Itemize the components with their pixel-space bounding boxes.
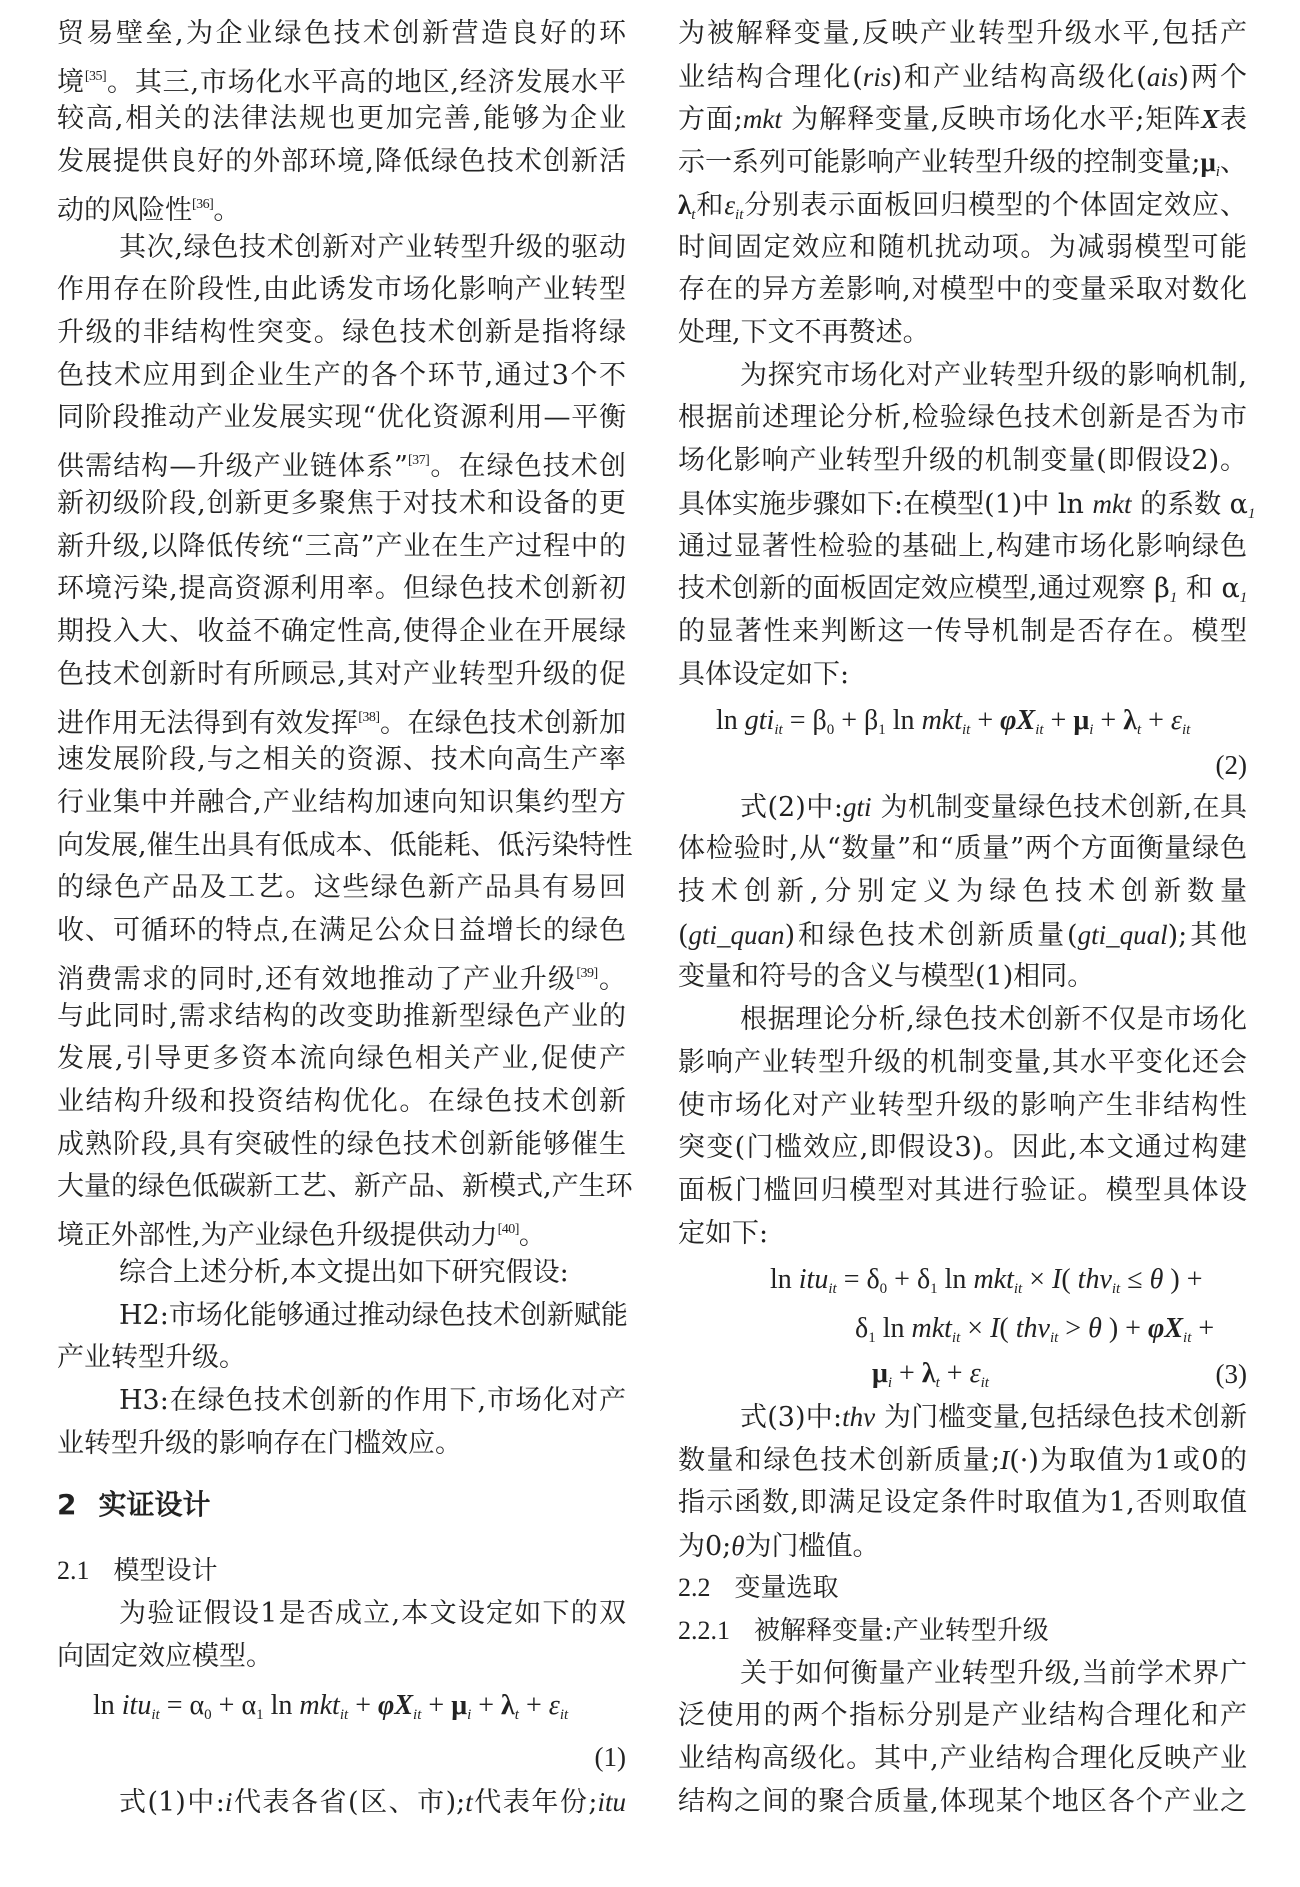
text-run: + α [211, 1689, 257, 1721]
text-line: 技术创新,分别定义为绿色技术创新数量 [678, 875, 1247, 907]
subsection-heading [57, 1550, 626, 1593]
text-run: 。其三,市场化水平高的地区,经济发展水平 [106, 66, 627, 98]
subsubsection-number: 2.2.1 [678, 1616, 730, 1645]
subscript: 1 [256, 1706, 264, 1723]
text-run: + [471, 1689, 502, 1721]
text-line: 色技术创新时有所顾忌,其对产业转型升级的促 [57, 658, 626, 690]
text-line [57, 1781, 626, 1824]
text-run: 为0; [678, 1530, 732, 1562]
text-line [678, 141, 1247, 184]
text-run: ≤ [1120, 1264, 1150, 1296]
text-line: 面板门槛回归模型对其进行验证。模型具体设 [678, 1174, 1247, 1206]
italic-symbol: I [1052, 1264, 1062, 1296]
text-run: )和绿色技术创新质量( [784, 919, 1078, 951]
text-run: + δ [887, 1264, 931, 1296]
italic-symbol: gti_qual [1077, 919, 1168, 950]
text-line [872, 1352, 1247, 1405]
subscript: it [1013, 1281, 1023, 1298]
text-line: 作用存在阶段性,由此诱发市场化影响产业转型 [57, 274, 626, 306]
text-line: 泛使用的两个指标分别是产业结构合理化和产 [678, 1700, 1247, 1732]
equation-3-line-1 [678, 1255, 1247, 1305]
text-run: + [421, 1689, 452, 1721]
subscript: 1 [1169, 590, 1178, 607]
text-line: 发展提供良好的外部环境,降低绿色技术创新活 [57, 146, 626, 178]
subscript: it [962, 721, 971, 738]
text-line: 较高,相关的法律法规也更加完善,能够为企业 [57, 103, 626, 135]
text-line: 综合上述分析,本文提出如下研究假设: [119, 1256, 569, 1288]
text-run: 数量和绿色技术创新质量; [678, 1445, 1001, 1477]
equation-number: (1) [594, 1741, 626, 1772]
text-run: + [1043, 704, 1074, 736]
text-line [678, 184, 1247, 227]
text-run: ln [93, 1689, 122, 1721]
subscript: it [1181, 721, 1191, 738]
bold-italic-symbol: φX [1147, 1313, 1184, 1345]
paragraph [678, 786, 1247, 1000]
italic-symbol: ε [724, 189, 736, 220]
left-column [57, 13, 633, 1823]
text-line: 为被解释变量,反映产业转型升级水平,包括产 [678, 18, 1247, 49]
subscript: it [735, 206, 744, 223]
subscript: it [980, 1375, 989, 1392]
bold-symbol: μ [451, 1689, 468, 1721]
text-line [57, 184, 626, 227]
text-run: 境 [57, 66, 85, 98]
text-line: 速发展阶段,与之相关的资源、技术向高生产率 [57, 744, 626, 776]
text-line [716, 697, 1247, 754]
text-run: 动的风险性 [57, 194, 192, 226]
italic-symbol: thv [842, 1402, 876, 1433]
bold-italic-symbol: φX [1000, 704, 1036, 736]
text-line: 色技术应用到企业生产的各个环节,通过3个不 [57, 359, 626, 391]
subscript: it [951, 1330, 961, 1347]
text-line: 使市场化对产业转型升级的影响产生非结构性 [678, 1089, 1247, 1121]
subscript: 1 [868, 1330, 876, 1347]
italic-symbol: thv [1015, 1313, 1050, 1345]
text-line: 新初级阶段,创新更多聚焦于对技术和设备的更 [57, 487, 626, 519]
text-run: ( [1061, 1264, 1078, 1296]
subsection-title: 变量选取 [734, 1573, 839, 1604]
text-run: 表 [1219, 104, 1247, 136]
italic-symbol: I [990, 1313, 1000, 1345]
text-line: 指示函数,即满足设定条件时取值为1,否则取值 [678, 1486, 1247, 1518]
text-run: = δ [836, 1264, 880, 1296]
citation-superscript: [35] [84, 68, 107, 84]
text-run: ln [885, 704, 922, 736]
subsection-title: 模型设计 [113, 1556, 218, 1587]
text-run: ( [999, 1313, 1016, 1345]
text-run: 供需结构—升级产业链体系” [57, 451, 408, 483]
text-line [678, 483, 1256, 526]
bold-symbol: λ [678, 189, 692, 220]
text-run: ln [770, 1264, 799, 1296]
subscript: 1 [878, 721, 886, 738]
italic-symbol: mkt [299, 1689, 340, 1721]
text-run: 境正外部性,为产业绿色升级提供动力 [57, 1220, 498, 1252]
bold-symbol: μ [1200, 147, 1216, 178]
text-line: 期投入大、收益不确定性高,使得企业在开展绿 [57, 616, 626, 648]
italic-symbol: ε [548, 1689, 560, 1721]
text-line [678, 568, 1247, 611]
citation-superscript: [38] [358, 709, 380, 725]
equation-number: (3) [1215, 1359, 1247, 1390]
text-run: 业结构合理化( [678, 61, 863, 93]
text-line: 突变(门槛效应,即假设3)。因此,本文通过构建 [678, 1132, 1247, 1164]
italic-symbol: itu [597, 1786, 626, 1817]
subscript: it [1049, 1330, 1059, 1347]
text-line [93, 1679, 626, 1742]
text-line: 其次,绿色技术创新对产业转型升级的驱动 [119, 231, 626, 263]
text-line: 行业集中并融合,产业结构加速向知识集约型方 [57, 786, 626, 818]
italic-symbol: θ [1149, 1264, 1164, 1296]
subsection-number: 2.1 [57, 1556, 90, 1586]
text-line [57, 56, 626, 99]
text-line: 业结构升级和投资结构优化。在绿色技术创新 [57, 1085, 626, 1117]
text-line: 环境污染,提高资源利用率。但绿色技术创新初 [57, 573, 626, 605]
text-run: 。 [518, 1220, 546, 1252]
citation-superscript: [39] [576, 965, 598, 981]
equation-2 [678, 697, 1247, 745]
text-run: δ [855, 1313, 869, 1345]
italic-symbol: gti_quan [688, 919, 785, 950]
subscript: it [1183, 1330, 1192, 1347]
section-title: 实证设计 [98, 1488, 211, 1522]
subscript: it [151, 1706, 160, 1723]
subscript: it [774, 721, 783, 738]
italic-symbol: gti [842, 791, 872, 822]
text-line: 的显著性来判断这一传导机制是否存在。模型 [678, 616, 1247, 648]
text-run: 方面; [678, 104, 743, 136]
equation-3-line-2 [678, 1305, 1247, 1352]
text-run: + [348, 1689, 378, 1721]
text-line: 影响产业转型升级的机制变量,其水平变化还会 [678, 1046, 1247, 1078]
section-number: 2 [57, 1488, 77, 1522]
text-run: 为解释变量,反映市场化水平;矩阵 [781, 104, 1202, 136]
subscript: 1 [1239, 590, 1248, 607]
text-run: × [1022, 1264, 1053, 1296]
citation-superscript: [40] [497, 1222, 519, 1238]
text-run: 分别表示面板回归模型的个体固定效应、 [743, 189, 1248, 221]
text-line [57, 440, 626, 483]
text-line [678, 98, 1247, 141]
text-run: + [1141, 704, 1171, 736]
subscript: it [828, 1281, 837, 1298]
text-run: 式(2)中: [740, 791, 843, 823]
italic-symbol: mkt [1092, 488, 1132, 519]
italic-symbol: θ [731, 1530, 745, 1561]
equation-1 [57, 1679, 626, 1733]
text-line [57, 953, 626, 996]
italic-symbol: itu [798, 1264, 829, 1296]
italic-symbol: gti [744, 704, 775, 736]
text-run: + [970, 704, 1001, 736]
subscript: 0 [879, 1281, 888, 1298]
text-run: = β [782, 704, 827, 736]
text-line [678, 56, 1247, 99]
subscript: t [935, 1375, 940, 1392]
paragraph [678, 1396, 1247, 1567]
subscript: t [1136, 721, 1142, 738]
text-line: 同阶段推动产业发展实现“优化资源利用—平衡 [57, 402, 626, 434]
subscript: i [1089, 721, 1094, 738]
text-line [57, 1209, 626, 1252]
text-run: ln [716, 704, 745, 736]
subscript: it [559, 1706, 569, 1723]
italic-symbol: ris [862, 61, 892, 92]
subsection-heading [678, 1567, 1247, 1610]
equation-3-line-3-row [678, 1352, 1247, 1396]
text-run: 为机制变量绿色技术创新,在具 [871, 791, 1248, 823]
text-line: 向固定效应模型。 [57, 1640, 273, 1672]
paragraph [57, 227, 633, 1252]
text-line: 产业转型升级。 [57, 1342, 246, 1374]
text-line: 体检验时,从“数量”和“质量”两个方面衡量绿色 [678, 833, 1247, 865]
italic-symbol: mkt [973, 1264, 1014, 1296]
paragraph [57, 13, 626, 227]
subscript: it [1111, 1281, 1121, 1298]
text-line: 变量和符号的含义与模型(1)相同。 [678, 961, 1095, 993]
subsection-number: 2.2 [678, 1573, 711, 1603]
text-line: 向发展,催生出具有低成本、低能耗、低污染特性 [57, 829, 633, 861]
citation-superscript: [37] [407, 453, 430, 469]
text-line: 与此同时,需求结构的改变助推新型绿色产业的 [57, 1000, 626, 1032]
text-run: 技术创新的面板固定效应模型,通过观察 β [678, 573, 1170, 605]
text-line [678, 786, 1247, 829]
text-run: > [1058, 1313, 1089, 1345]
text-run: ln [937, 1264, 974, 1296]
hypothesis-h3 [57, 1380, 626, 1465]
text-line: 根据理论分析,绿色技术创新不仅是市场化 [740, 1004, 1247, 1036]
paragraph [57, 1781, 626, 1824]
paragraph [678, 1653, 1247, 1824]
subscript: i [1215, 164, 1220, 181]
text-line: 结构之间的聚合质量,体现某个地区各个产业之 [678, 1785, 1247, 1817]
text-run: 的系数 α [1131, 488, 1248, 520]
citation-superscript: [36] [192, 196, 214, 212]
italic-symbol: t [465, 1786, 473, 1817]
italic-symbol: mkt [911, 1313, 952, 1345]
bold-symbol: μ [1073, 704, 1090, 736]
subscript: 1 [1247, 505, 1256, 522]
text-run: 消费需求的同时,还有效地推动了产业升级 [57, 963, 577, 995]
hypothesis-h2 [57, 1295, 626, 1380]
text-run: 和 [695, 189, 725, 221]
text-line: 业结构高级化。其中,产业结构合理化反映产业 [678, 1743, 1247, 1775]
italic-symbol: mkt [742, 104, 782, 135]
text-line: 大量的绿色低碳新工艺、新产品、新模式,产生环 [57, 1171, 633, 1203]
text-run: 具体实施步骤如下:在模型(1)中 ln [678, 488, 1093, 520]
text-run: 。 [597, 963, 626, 995]
text-run: + [1191, 1313, 1215, 1345]
text-run: + [518, 1689, 549, 1721]
text-line: 成熟阶段,具有突破性的绿色技术创新能够催生 [57, 1128, 626, 1160]
text-run: + [892, 1358, 922, 1390]
italic-symbol: I [1000, 1445, 1010, 1476]
bold-italic-symbol: φX [377, 1689, 414, 1721]
subscript: i [887, 1375, 893, 1392]
subscript: 1 [930, 1281, 938, 1298]
bold-symbol: λ [921, 1358, 936, 1390]
text-line [678, 1525, 1247, 1568]
text-line: 新升级,以降低传统“三高”产业在生产过程中的 [57, 530, 626, 562]
subscript: t [691, 206, 696, 223]
paragraph [57, 1252, 626, 1295]
paragraph [678, 999, 1247, 1255]
text-line: 场化影响产业转型升级的机制变量(即假设2)。 [678, 445, 1247, 477]
text-run: 代表各省(区、市); [232, 1786, 466, 1818]
text-run: 为门槛值。 [744, 1530, 880, 1562]
subscript: i [467, 1706, 472, 1723]
text-run: )两个 [1178, 61, 1247, 93]
text-run: 和 α [1177, 573, 1240, 605]
text-line: H2:市场化能够通过推动绿色技术创新赋能 [119, 1299, 628, 1331]
text-run: 式(3)中: [740, 1402, 843, 1434]
text-line: 根据前述理论分析,检验绿色技术创新是否为市 [678, 402, 1247, 434]
text-line: 业转型升级的影响存在门槛效应。 [57, 1427, 462, 1459]
italic-symbol: θ [1088, 1313, 1102, 1345]
paragraph [678, 355, 1256, 697]
text-line [57, 697, 626, 740]
subsubsection-title: 被解释变量:产业转型升级 [754, 1616, 1049, 1646]
text-run: 示一系列可能影响产业转型升级的控制变量; [678, 147, 1201, 179]
subscript: it [339, 1706, 349, 1723]
text-line: 处理,下文不再赘述。 [678, 317, 930, 349]
italic-symbol: ais [1146, 61, 1179, 92]
text-run: ln [875, 1313, 912, 1345]
text-run: 。 [213, 194, 241, 226]
text-run: ) + [1101, 1313, 1148, 1345]
equation-number: (2) [1215, 749, 1247, 780]
text-line: 贸易壁垒,为企业绿色技术创新营造良好的环 [57, 18, 626, 49]
text-run: × [960, 1313, 991, 1345]
text-line: H3:在绿色技术创新的作用下,市场化对产 [119, 1385, 626, 1416]
text-line: 通过显著性检验的基础上,构建市场化影响绿色 [678, 530, 1247, 562]
text-run: 为门槛变量,包括绿色技术创新 [875, 1402, 1247, 1434]
text-run: 代表年份; [472, 1786, 598, 1818]
text-line: 存在的异方差影响,对模型中的变量采取对数化 [678, 274, 1247, 306]
paragraph [678, 13, 1247, 355]
text-line: 具体设定如下: [678, 658, 850, 690]
subscript: t [514, 1706, 519, 1723]
bold-symbol: λ [1123, 704, 1137, 736]
subscript: it [413, 1706, 422, 1723]
text-run: ) + [1163, 1264, 1203, 1296]
text-run: + [939, 1358, 970, 1390]
text-run: 式(1)中: [119, 1786, 225, 1818]
italic-symbol: thv [1077, 1264, 1112, 1296]
text-run: ln [263, 1689, 300, 1721]
text-run: + β [834, 704, 879, 736]
text-line: 的绿色产品及工艺。这些绿色新产品具有易回 [57, 872, 626, 904]
section-heading [57, 1465, 626, 1545]
italic-symbol: ε [969, 1358, 981, 1390]
text-line: 升级的非结构性突变。绿色技术创新是指将绿 [57, 317, 626, 349]
text-line: 发展,引导更多资本流向绿色相关产业,促使产 [57, 1043, 626, 1075]
text-run: 、 [1219, 147, 1247, 179]
text-run: 。在绿色技术创 [429, 451, 626, 483]
bold-symbol: μ [872, 1358, 888, 1390]
equation-3-line-3 [872, 1352, 1247, 1405]
text-line: 定如下: [678, 1217, 769, 1249]
text-run: );其他 [1167, 919, 1247, 951]
text-line: 为探究市场化对产业转型升级的影响机制, [740, 359, 1247, 391]
subscript: it [1035, 721, 1044, 738]
subscript: 0 [826, 721, 835, 738]
text-line: 收、可循环的特点,在满足公众日益增长的绿色 [57, 915, 626, 947]
text-line [678, 1439, 1247, 1482]
text-run: 。在绿色技术创新加 [379, 707, 627, 739]
paragraph [57, 1593, 626, 1678]
subscript: 0 [204, 1706, 212, 1723]
text-run: = α [159, 1689, 205, 1721]
text-run: 进作用无法得到有效发挥 [57, 707, 359, 739]
italic-symbol: ε [1170, 704, 1182, 736]
right-column [678, 13, 1256, 1824]
text-line: 时间固定效应和随机扰动项。为减弱模型可能 [678, 231, 1247, 263]
text-run: ( [678, 919, 689, 951]
text-run: (·)为取值为1或0的 [1009, 1445, 1247, 1477]
italic-symbol: i [224, 1786, 233, 1817]
text-run: + [1093, 704, 1124, 736]
text-run: )和产业结构高级化( [891, 61, 1147, 93]
text-line: 关于如何衡量产业转型升级,当前学术界广 [740, 1657, 1247, 1689]
bold-symbol: λ [501, 1689, 515, 1721]
text-line: 为验证假设1是否成立,本文设定如下的双 [119, 1598, 626, 1630]
italic-symbol: itu [121, 1689, 152, 1721]
subsubsection-heading [678, 1610, 1247, 1653]
text-line [678, 914, 1247, 957]
bold-italic-symbol: X [1201, 104, 1220, 135]
italic-symbol: mkt [921, 704, 962, 736]
